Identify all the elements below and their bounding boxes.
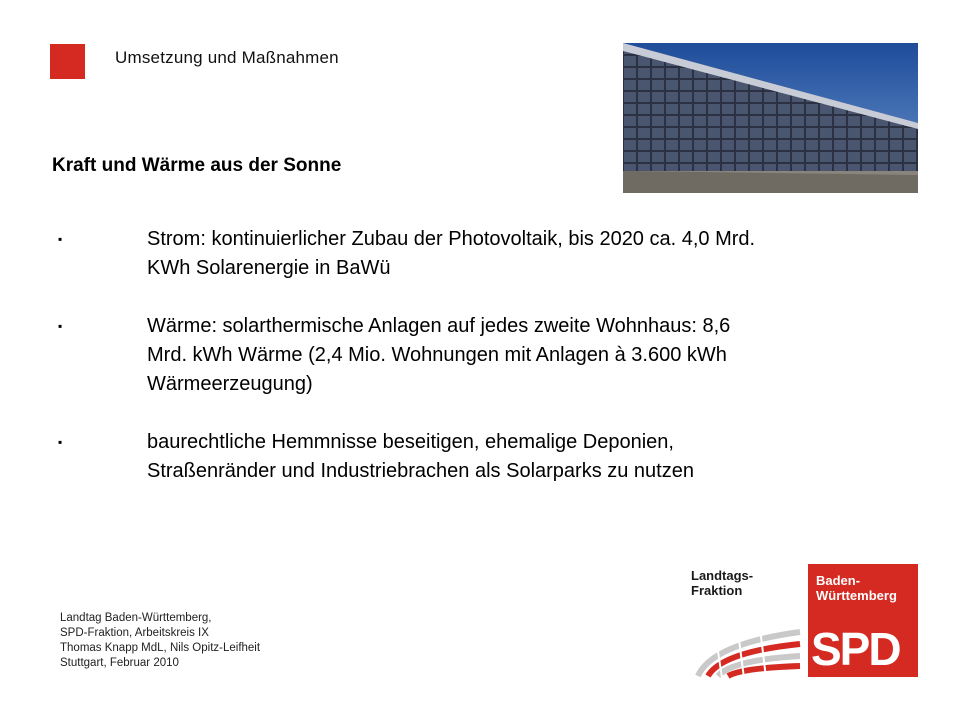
accent-square (50, 44, 85, 79)
square-bullet-icon: ▪ (58, 232, 63, 246)
solar-panel-photo (623, 43, 918, 193)
region-label-line: Württemberg (816, 588, 897, 603)
list-item (56, 312, 886, 399)
parliament-arcs-icon (692, 618, 804, 680)
footer-line: Stuttgart, Februar 2010 (60, 657, 179, 669)
bullet-list (56, 225, 886, 515)
party-name: SPD (811, 623, 900, 675)
bullet-text-line: KWh Solarenergie in BaWü (147, 257, 391, 279)
footer-line: SPD-Fraktion, Arbeitskreis IX (60, 627, 209, 639)
bullet-text-line: Strom: kontinuierlicher Zubau der Photovoltaik, bis 2020 ca. 4,0 Mrd. (147, 228, 756, 250)
square-bullet-icon: ▪ (58, 319, 63, 333)
region-label-line: Baden- (816, 573, 861, 588)
spd-logo (808, 564, 918, 677)
footer-line: Landtag Baden-Württemberg, (60, 612, 212, 624)
bullet-text-line: Wärme: solarthermische Anlagen auf jedes zweite Wohnhaus: 8,6 (147, 315, 731, 337)
list-item (56, 428, 886, 486)
list-item (56, 225, 886, 283)
bullet-text-line: Straßenränder und Industriebrachen als Solarparks zu nutzen (147, 460, 694, 482)
bullet-text-line: baurechtliche Hemmnisse beseitigen, ehemalige Deponien, (147, 431, 674, 453)
landtagsfraktion-label: Landtags- Fraktion (691, 568, 754, 598)
bullet-text-line: Mrd. kWh Wärme (2,4 Mio. Wohnungen mit Anlagen à 3.600 kWh (147, 344, 727, 366)
footer-info (60, 611, 260, 671)
square-bullet-icon: ▪ (58, 435, 63, 449)
bullet-text-line: Wärmeerzeugung) (147, 373, 313, 395)
slide-heading: Kraft und Wärme aus der Sonne (52, 155, 342, 176)
footer-line: Thomas Knapp MdL, Nils Opitz-Leifheit (60, 642, 261, 654)
section-title: Umsetzung und Maßnahmen (115, 48, 339, 67)
